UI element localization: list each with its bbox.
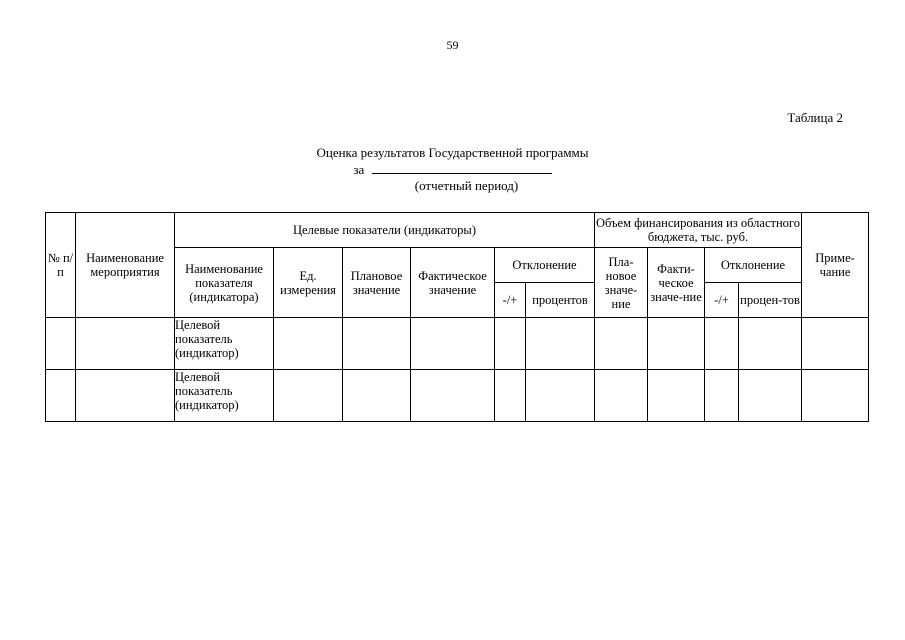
- cell-fund-planned: [595, 318, 648, 370]
- header-fund-actual: Факти-ческое значе-ние: [648, 248, 705, 318]
- cell-fund-planned: [595, 370, 648, 422]
- header-deviation: Отклонение: [495, 248, 595, 283]
- cell-dev-pct: [526, 370, 595, 422]
- cell-planned: [343, 370, 411, 422]
- cell-indicator: Целевой показатель (индикатор): [175, 318, 274, 370]
- cell-unit: [274, 370, 343, 422]
- header-planned-value: Плановое значение: [343, 248, 411, 318]
- table-row: [46, 318, 869, 370]
- cell-dev-abs: [495, 370, 526, 422]
- cell-dev-pct: [526, 318, 595, 370]
- cell-fund-dev-pct: [739, 370, 802, 422]
- cell-fund-actual: [648, 370, 705, 422]
- header-event-name: Наименование мероприятия: [76, 213, 175, 318]
- report-table: [45, 212, 869, 422]
- cell-event-name: [76, 318, 175, 370]
- header-fund-dev-abs: -/+: [705, 283, 739, 318]
- period-line: [0, 161, 905, 178]
- cell-planned: [343, 318, 411, 370]
- table-caption: Таблица 2: [787, 110, 843, 125]
- header-fund-planned: Пла-новое значе-ние: [595, 248, 648, 318]
- cell-note: [802, 370, 869, 422]
- header-fund-deviation: Отклонение: [705, 248, 802, 283]
- cell-fund-actual: [648, 318, 705, 370]
- document-title: [0, 145, 905, 194]
- cell-fund-dev-abs: [705, 370, 739, 422]
- period-blank: [372, 161, 552, 174]
- cell-num: [46, 370, 76, 422]
- header-funding-group: Объем финансирования из областного бюджета, тыс. руб.: [595, 213, 802, 248]
- table-row: [46, 370, 869, 422]
- cell-note: [802, 318, 869, 370]
- page-number: 59: [446, 38, 459, 52]
- cell-fund-dev-pct: [739, 318, 802, 370]
- header-fund-dev-pct: процен-тов: [739, 283, 802, 318]
- cell-actual: [411, 370, 495, 422]
- title-line: Оценка результатов Государственной программы: [316, 145, 589, 160]
- cell-unit: [274, 318, 343, 370]
- period-hint-text: (отчетный период): [414, 178, 519, 193]
- period-hint: [0, 178, 905, 194]
- header-note: Приме-чание: [802, 213, 869, 318]
- cell-num: [46, 318, 76, 370]
- cell-event-name: [76, 370, 175, 422]
- header-dev-pct: процентов: [526, 283, 595, 318]
- header-dev-abs: -/+: [495, 283, 526, 318]
- header-indicator-name: Наименование показателя (индикатора): [175, 248, 274, 318]
- header-targets-group: Целевые показатели (индикаторы): [175, 213, 595, 248]
- header-num: № п/п: [46, 213, 76, 318]
- cell-fund-dev-abs: [705, 318, 739, 370]
- cell-dev-abs: [495, 318, 526, 370]
- cell-actual: [411, 318, 495, 370]
- cell-indicator: Целевой показатель (индикатор): [175, 370, 274, 422]
- period-prefix: за: [353, 162, 365, 177]
- header-actual-value: Фактическое значение: [411, 248, 495, 318]
- header-unit: Ед. измерения: [274, 248, 343, 318]
